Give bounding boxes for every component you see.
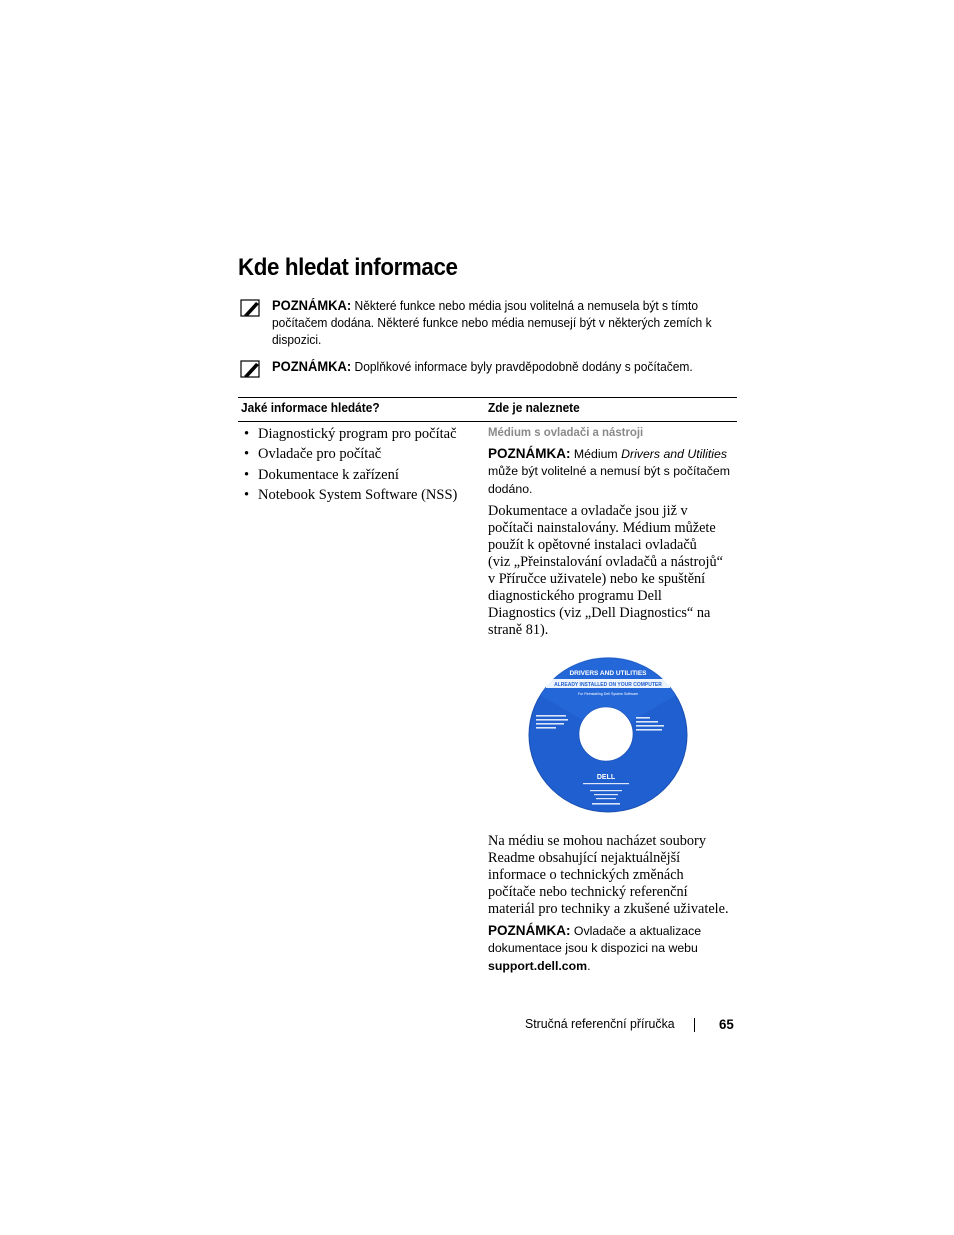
note-pencil-icon [240, 360, 262, 378]
note-text: Některé funkce nebo média jsou volitelná a nemusela být s tímto počítačem dodána. Některé funkce nebo média nemusejí být v některých zemích k dispozici. [272, 299, 712, 347]
list-item-text: Dokumentace k zařízení [258, 466, 399, 483]
paragraph-line: použít k opětovné instalaci ovladačů [488, 537, 697, 553]
paragraph-line: diagnostického programu Dell [488, 588, 662, 604]
paragraph-line: Diagnostics (viz „Dell Diagnostics“ na [488, 605, 711, 621]
list-item-text: Notebook System Software (NSS) [258, 486, 458, 503]
paragraph-line: straně 81). [488, 622, 549, 638]
info-list [244, 424, 457, 505]
disc-title: DRIVERS AND UTILITIES [569, 670, 647, 677]
page-title: Kde hledat informace [238, 254, 458, 281]
list-item [244, 465, 457, 485]
table-top-rule [238, 397, 737, 398]
paragraph-line: v Příručce uživatele) nebo ke spuštění [488, 571, 706, 587]
support-link[interactable]: support.dell.com [488, 958, 588, 973]
media-note [488, 445, 740, 498]
paragraph-installed [488, 503, 740, 639]
section-title [488, 425, 740, 439]
note-label: POZNÁMKA: [272, 298, 352, 313]
disc-banner: ALREADY INSTALLED ON YOUR COMPUTER [554, 682, 662, 688]
paragraph-line: materiál pro techniky a zkušené uživatele. [488, 901, 729, 917]
note-text-post: může být volitelné a nemusí být s počítačem dodáno. [488, 464, 730, 496]
footer-separator [694, 1018, 695, 1032]
list-item [244, 485, 457, 505]
table-header-rule [238, 421, 737, 422]
note-text: Ovladače a aktualizace dokumentace jsou k dispozici na webu [488, 924, 702, 956]
footer-title: Stručná referenční příručka [525, 1016, 675, 1031]
paragraph-line: informace o technických změnách [488, 867, 684, 883]
paragraph-line: Na médiu se mohou nacházet soubory [488, 833, 706, 849]
bullet: • [244, 426, 250, 442]
paragraph-line: počítače nebo technický referenční [488, 884, 688, 900]
bullet: • [244, 466, 250, 483]
note-1 [240, 297, 740, 349]
support-note [488, 922, 728, 975]
note-end: . [587, 958, 591, 973]
table-header-where: Zde je naleznete [488, 401, 580, 415]
note-pencil-icon [240, 299, 262, 317]
page-number: 65 [719, 1016, 734, 1032]
note-text-pre: Médium [573, 447, 618, 461]
note-label: POZNÁMKA: [488, 446, 571, 461]
list-item [244, 424, 457, 444]
section-heading: Médium s ovladači a nástroji [488, 425, 644, 439]
note-text: Doplňkové informace byly pravděpodobně dodány s počítačem. [354, 360, 693, 374]
list-item [244, 444, 457, 464]
bullet: • [244, 486, 250, 503]
table-header-what: Jaké informace hledáte? [241, 401, 380, 415]
disc-subtitle: For Reinstalling Dell System Software [577, 692, 639, 696]
bullet: • [244, 446, 250, 463]
dell-logo: DELL [596, 774, 616, 781]
note-label: POZNÁMKA: [272, 359, 352, 374]
paragraph-line: (viz „Přeinstalování ovladačů a nástrojů“ [488, 554, 724, 570]
note-2 [240, 358, 740, 376]
paragraph-line: Dokumentace a ovladače jsou již v [488, 503, 688, 519]
paragraph-readme [488, 833, 740, 918]
paragraph-line: Readme obsahující nejaktuálnější [488, 850, 681, 866]
paragraph-line: počítači nainstalovány. Médium můžete [488, 520, 716, 536]
note-text-italic: Drivers and Utilities [621, 447, 728, 461]
drivers-utilities-disc-image [528, 657, 688, 813]
list-item-text: Ovladače pro počítač [258, 446, 382, 463]
note-label: POZNÁMKA: [488, 923, 571, 938]
list-item-text: Diagnostický program pro počítač [258, 426, 457, 442]
